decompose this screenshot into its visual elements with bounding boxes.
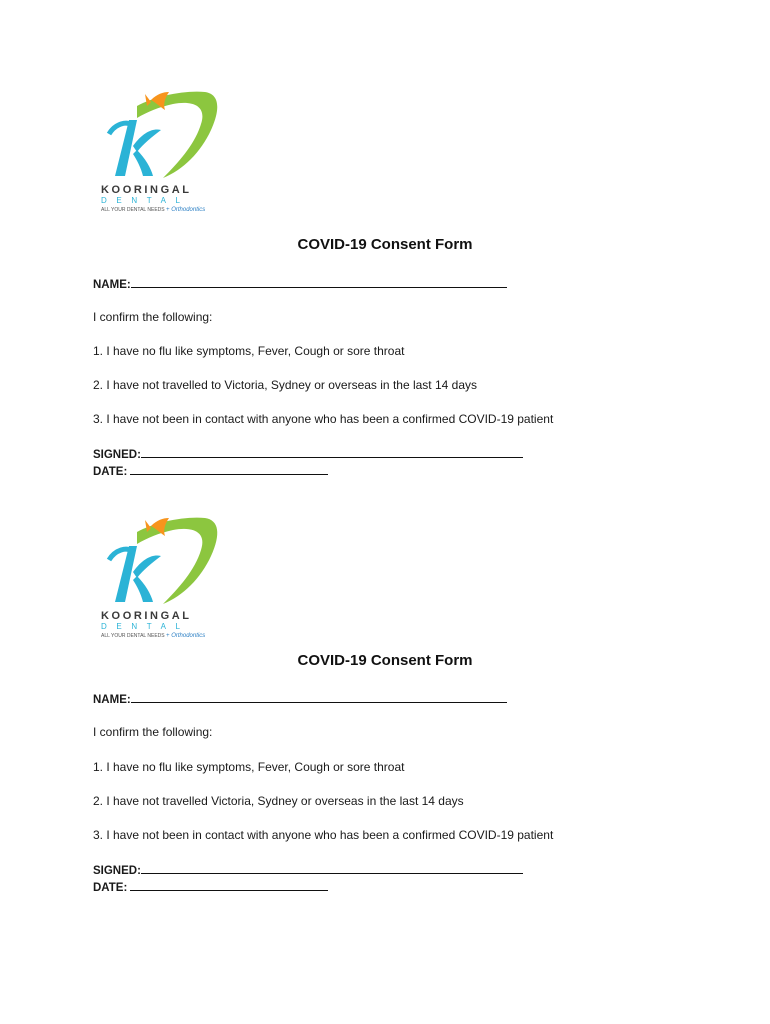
confirm-item-2-2: 2. I have not travelled Victoria, Sydney or overseas in the last 14 days: [93, 794, 464, 808]
date-field-1[interactable]: [93, 463, 328, 478]
confirm-item-2: 2. I have not travelled to Victoria, Sydney or overseas in the last 14 days: [93, 378, 477, 392]
logo-brand-sub: DENTAL: [101, 196, 190, 205]
intro-text: I confirm the following:: [93, 310, 213, 324]
kooringal-dental-logo-2: [93, 514, 231, 646]
logo-tagline-ortho: + Orthodontics: [166, 633, 206, 639]
date-blank-line[interactable]: [130, 879, 328, 891]
signed-field-1[interactable]: [93, 446, 523, 461]
logo-mark-icon: [93, 88, 231, 184]
form-title: COVID-19 Consent Form: [297, 236, 473, 253]
intro-text-2: I confirm the following:: [93, 725, 213, 739]
logo-brand-name: KOORINGAL: [101, 610, 192, 622]
logo-tagline: [101, 207, 229, 213]
name-blank-line[interactable]: [131, 691, 507, 703]
name-field-2[interactable]: [93, 691, 507, 706]
name-label: NAME:: [93, 694, 131, 706]
logo-tagline-ortho: + Orthodontics: [166, 207, 206, 213]
logo-brand-sub: DENTAL: [101, 622, 190, 631]
name-label: NAME:: [93, 279, 131, 291]
name-field[interactable]: [93, 276, 507, 291]
confirm-item-1-2: 1. I have no flu like symptoms, Fever, Cough or sore throat: [93, 760, 405, 774]
confirm-item-3: 3. I have not been in contact with anyone who has been a confirmed COVID-19 patient: [93, 412, 554, 426]
date-label: DATE:: [93, 466, 128, 478]
kooringal-dental-logo: [93, 88, 231, 220]
logo-brand-name: KOORINGAL: [101, 184, 192, 196]
date-blank-line[interactable]: [130, 463, 328, 475]
signed-blank-line[interactable]: [141, 862, 523, 874]
logo-tagline-text: ALL YOUR DENTAL NEEDS: [101, 207, 165, 213]
date-field-2[interactable]: [93, 879, 328, 894]
consent-form-1: [0, 0, 770, 426]
signed-blank-line[interactable]: [141, 446, 523, 458]
logo-tagline: [101, 633, 229, 639]
confirm-item-1: 1. I have no flu like symptoms, Fever, Cough or sore throat: [93, 344, 405, 358]
logo-tagline-text: ALL YOUR DENTAL NEEDS: [101, 633, 165, 639]
name-blank-line[interactable]: [131, 276, 507, 288]
confirm-item-3-2: 3. I have not been in contact with anyone who has been a confirmed COVID-19 patient: [93, 828, 554, 842]
signed-field-2[interactable]: [93, 862, 523, 877]
form-title-2: COVID-19 Consent Form: [297, 652, 473, 669]
logo-mark-icon: [93, 514, 231, 610]
signed-label: SIGNED:: [93, 449, 141, 461]
signed-label: SIGNED:: [93, 865, 141, 877]
date-label: DATE:: [93, 882, 128, 894]
